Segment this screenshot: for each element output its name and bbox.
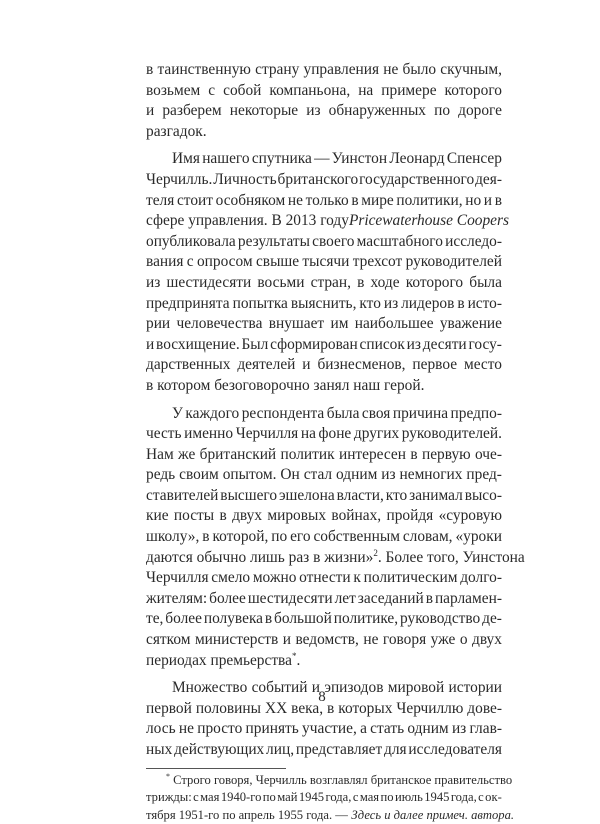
text-line: Нам же британский политик интересен в первую оче- [146, 445, 502, 463]
page-body [146, 60, 525, 824]
text-line: сфере управления. В 2013 году Pricewaterhouse Coopers [146, 211, 502, 232]
text-line: Множество событий и эпизодов мировой истории [172, 679, 502, 697]
footnote-separator [146, 768, 286, 769]
footnote-line: * Строго говоря, Черчилль возглавлял британское правительство [166, 771, 513, 787]
text-line: вания с опросом свыше тысячи трехсот руководителей [146, 253, 502, 271]
text-line: ных действующих лиц, представляет для исследователя [146, 741, 502, 758]
text-line: теля стоит особняком не только в мире политики, но и в [146, 191, 502, 209]
text-line: У каждого респондента была своя причина предпо- [172, 404, 502, 422]
footnote-marker: * [166, 771, 170, 781]
text-line: редь своим опытом. Он стал одним из немногих пред- [146, 466, 502, 484]
text-line: из шестидесяти восьми стран, в ходе которого была [146, 273, 502, 291]
page-number: 8 [318, 689, 326, 705]
text-line: дарственных деятелей и бизнесменов, первое место [146, 356, 502, 374]
text-line: и разберем некоторые из обнаруженных по дороге [146, 102, 502, 120]
text-line: опубликовала результаты своего масштабного исследо- [146, 232, 502, 250]
paragraph-3 [146, 404, 525, 672]
text-line: рии человечества внушает им наибольшее уважение [146, 315, 502, 333]
text-line: даются обычно лишь раз в жизни»$^2$. Более того, Уинстона [146, 547, 525, 566]
paragraph-1 [146, 60, 502, 142]
text-line: предпринята попытка выяснить, кто из лидеров в исто- [146, 294, 502, 312]
text-line: те, более полувека в большой политике, руководство де- [146, 610, 502, 628]
text-line: возьмем с собой компаньона, на примере которого [146, 81, 502, 99]
text-line: жителям: более шестидесяти лет заседаний в парламен- [146, 589, 502, 607]
paragraph-2 [146, 149, 509, 396]
text-line: первой половины XX века, в которых Черчиллю дове- [146, 699, 502, 717]
footnote-line: трижды: с мая 1940-го по май 1945 года, с мая по июль 1945 года, с ок- [146, 790, 502, 805]
text-line: Имя нашего спутника — Уинстон Леонард Спенсер [172, 150, 502, 168]
text-line: школу», в которой, по его собственным словам, «уроки [146, 528, 502, 546]
text-line: кие посты в двух мировых войнах, пройдя «суровую [146, 507, 502, 525]
footnote-ref-asterisk: * [291, 650, 297, 661]
text-line: и восхищение. Был сформирован список из десяти госу- [146, 335, 502, 353]
text-line: сятком министерств и ведомств, не говоря уже о двух [146, 631, 502, 649]
company-name: Pricewaterhouse Coopers [348, 212, 509, 230]
text-line: в таинственную страну управления не было скучным, [146, 61, 502, 78]
text-line: Черчилль. Личность британского государственного дея- [146, 170, 502, 188]
footnote [146, 771, 515, 824]
text-line: Черчилля смело можно отнести к политическим долго- [146, 569, 502, 587]
text-line: честь именно Черчилля на фоне других руководителей. [146, 425, 502, 443]
footnote-ref-2: 2 [373, 547, 378, 558]
text-line: ставителей высшего эшелона власти, кто занимал высо- [146, 486, 502, 504]
text-line: лось не просто принять участие, а стать одним из глав- [146, 720, 502, 738]
footnote-line: тября 1951-го по апрель 1955 года. — Здесь и далее примеч. автора. [146, 807, 502, 824]
text-line: разгадок. [146, 122, 207, 140]
text-line: периодах премьерства*. [146, 650, 301, 669]
author-note: Здесь и далее примеч. автора. [351, 807, 515, 822]
text-line: в котором безоговорочно занял наш герой. [146, 376, 425, 394]
